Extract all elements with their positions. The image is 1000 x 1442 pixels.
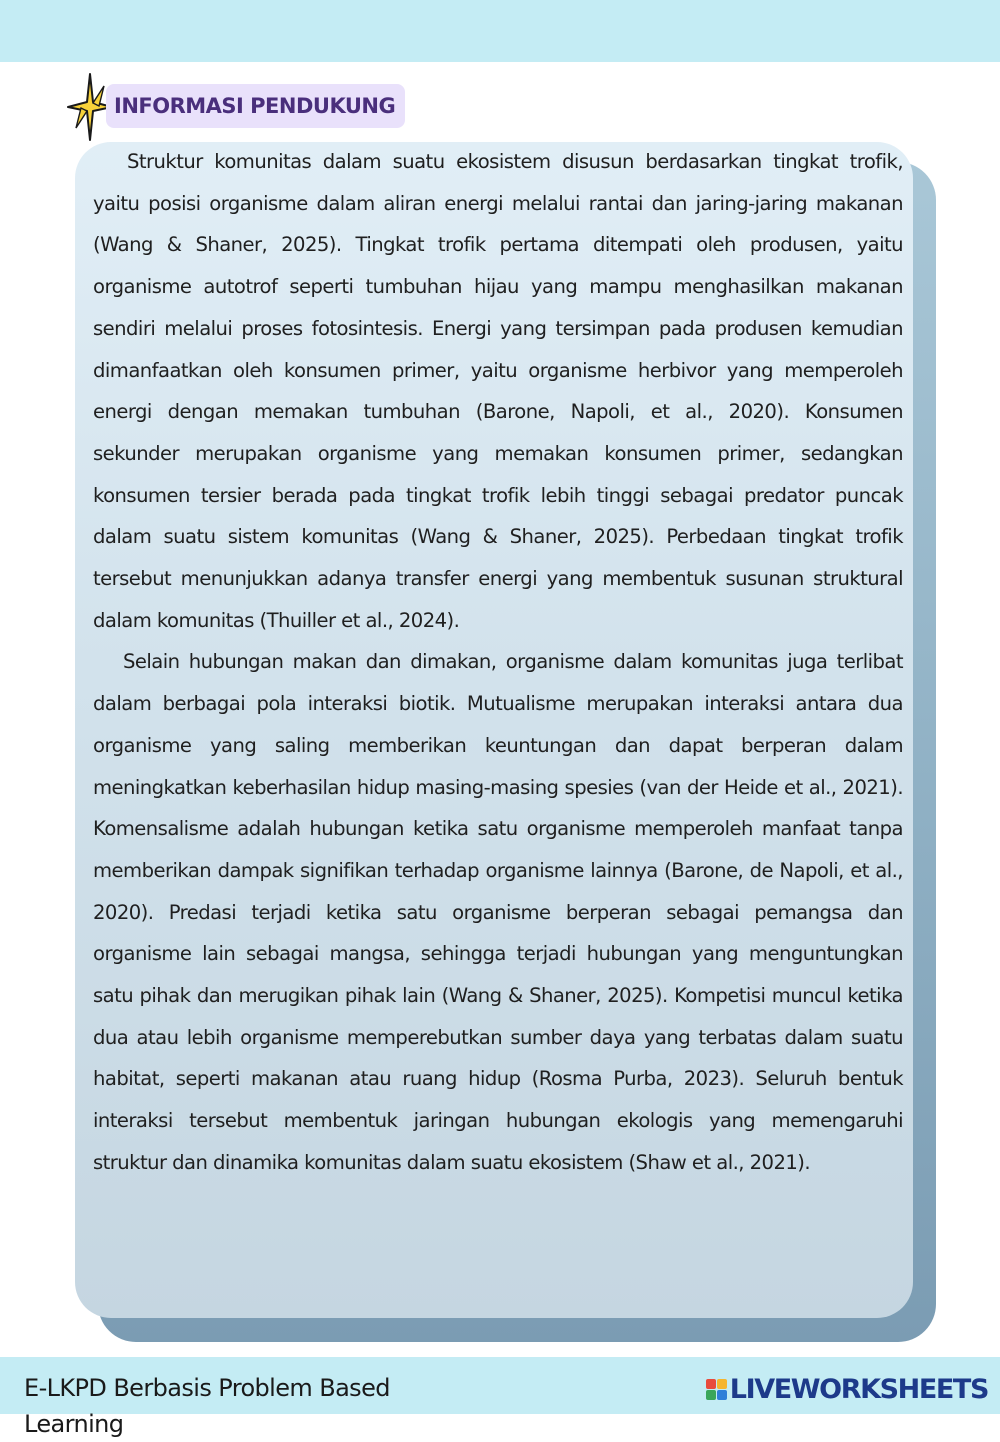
liveworksheets-brand[interactable] bbox=[706, 1374, 988, 1404]
paragraph-biotic-interactions: Selain hubungan makan dan dimakan, organisme dalam komunitas juga terlibat dalam berbagai pola interaksi biotik. Mutualisme merupakan interaksi antara dua organisme yang saling memberikan keuntungan dan dapat berperan dalam meningkatkan keberhasilan hidup masing-masing spesies (van der Heide et al., 2021). Komensalisme adalah hubungan ketika satu organisme memperoleh manfaat tanpa memberikan dampak signifikan terhadap organisme lainnya (Barone, de Napoli, et al., 2020). Predasi terjadi ketika satu organisme berperan sebagai pemangsa dan organisme lain sebagai mangsa, sehingga terjadi hubungan yang menguntungkan satu pihak dan merugikan pihak lain (Wang & Shaner, 2025). Kompetisi muncul ketika dua atau lebih organisme memperebutkan sumber daya yang terbatas dalam suatu habitat, seperti makanan atau ruang hidup (Rosma Purba, 2023). Seluruh bentuk interaksi tersebut membentuk jaringan hubungan ekologis yang memengaruhi struktur dan dinamika komunitas dalam suatu ekosistem (Shaw et al., 2021). bbox=[93, 650, 903, 1174]
footer-module-title: E-LKPD Berbasis Problem Based Learning bbox=[24, 1374, 390, 1438]
brand-name: LIVEWORKSHEETS bbox=[729, 1373, 988, 1405]
liveworksheets-logo-icon bbox=[706, 1379, 727, 1400]
section-header bbox=[66, 72, 426, 142]
paragraph-trophic-structure: Struktur komunitas dalam suatu ekosistem disusun berdasarkan tingkat trofik, yaitu posisi organisme dalam aliran energi melalui rantai dan jaring-jaring makanan (Wang & Shaner, 2025). Tingkat trofik pertama ditempati oleh produsen, yaitu organisme autotrof seperti tumbuhan hijau yang mampu menghasilkan makanan sendiri melalui proses fotosintesis. Energi yang tersimpan pada produsen kemudian dimanfaatkan oleh konsumen primer, yaitu organisme herbivor yang memperoleh energi dengan memakan tumbuhan (Barone, Napoli, et al., 2020). Konsumen sekunder merupakan organisme yang memakan konsumen primer, sedangkan konsumen tersier berada pada tingkat trofik lebih tinggi sebagai predator puncak dalam suatu sistem komunitas (Wang & Shaner, 2025). Perbedaan tingkat trofik tersebut menunjukkan adanya transfer energi yang membentuk susunan struktural dalam komunitas (Thuiller et al., 2024). bbox=[93, 150, 903, 632]
section-title-pill bbox=[106, 84, 405, 128]
content-text bbox=[93, 141, 903, 1184]
top-band bbox=[0, 0, 1000, 62]
section-title: INFORMASI PENDUKUNG bbox=[114, 94, 396, 118]
